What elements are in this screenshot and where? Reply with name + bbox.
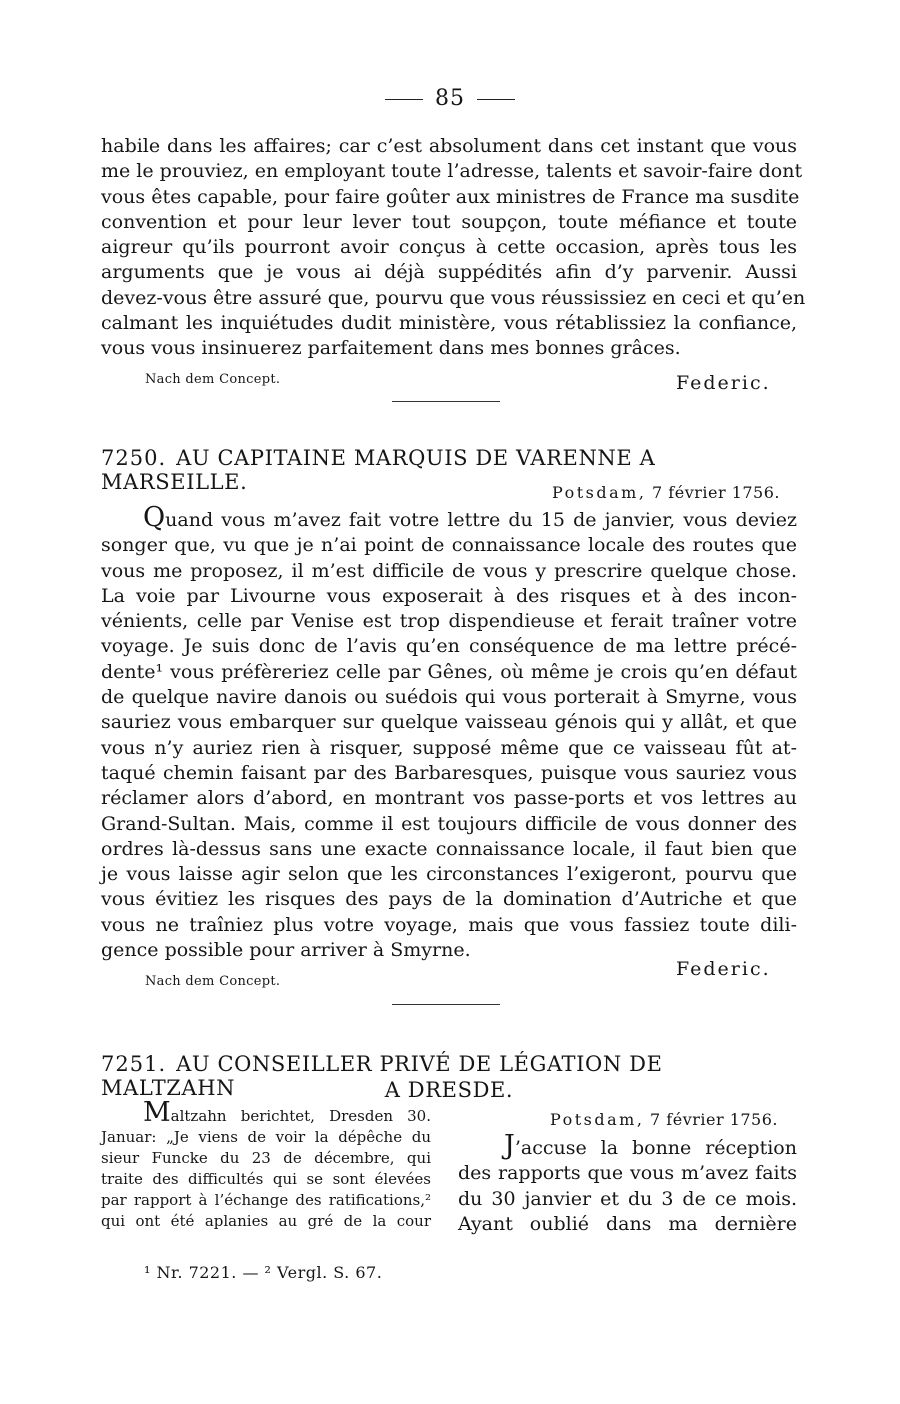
section-divider [392,401,500,402]
letter-7250-body [101,502,797,963]
intro-paragraph [101,134,806,362]
initial-letter: Q [143,502,166,533]
letter-7251-dateline [550,1110,778,1129]
text-line: qui ont été aplanies au gré de la cour [101,1212,431,1230]
text-line: ordres là-dessus sans une exacte connaissance locale, il faut bien que [101,837,797,860]
text-line: des rapports que vous m’avez faits [458,1162,797,1185]
letter-7250-source-note: Nach dem Concept. [145,974,281,989]
footnote: ¹ Nr. 7221. — ² Vergl. S. 67. [144,1263,383,1282]
page-header [0,86,900,111]
date-place: Potsdam, [550,1110,645,1129]
letter-title: AU CAPITAINE MARQUIS DE VARENNE A MARSEILLE. [101,446,656,494]
letter-7251-heading-line2: A DRESDE. [384,1078,514,1102]
date: 7 février 1756. [652,483,780,502]
initial-letter: J [504,1130,515,1161]
text-line: dente¹ vous préfèreriez celle par Gênes, où même je crois qu’en défaut [101,660,797,683]
text-line: du 30 janvier et du 3 de ce mois. [458,1187,797,1210]
header-dash-left [385,99,423,100]
text-line: vous évitiez les risques des pays de la domination d’Autriche et que [101,888,797,911]
intro-source-note: Nach dem Concept. [145,372,281,387]
letter-title-line1: AU CONSEILLER PRIVÉ DE LÉGATION DE MALTZAHN [101,1052,663,1100]
text-line: vénients, celle par Venise est trop dispendieuse et ferait traîner votre [101,610,797,633]
text-line: La voie par Livourne vous exposerait à des risques et à des incon- [101,584,797,607]
letter-7251-body [458,1130,797,1237]
text-line: vous me proposez, il m’est difficile de vous y prescrire quelque chose. [101,559,797,582]
text-line: taqué chemin faisant par des Barbaresques, puisque vous sauriez vous [101,761,797,784]
text-line: convention et pour leur lever tout soupçon, toute méfiance et toute [101,210,797,233]
text-line: je vous laisse agir selon que les circonstances l’exigeront, pourvu que [101,863,797,886]
text-line: sauriez vous embarquer sur quelque vaisseau génois qui y allât, et que [101,711,797,734]
text-line: Ayant oublié dans ma dernière [458,1212,797,1235]
text-line: Quand vous m’avez fait votre lettre du 15 de janvier, vous deviez [143,502,797,533]
text-line: me le prouviez, en employant toute l’adresse, talents et savoir-faire dont [101,160,803,183]
text-line: de quelque navire danois ou suédois qui vous porterait à Smyrne, vous [101,686,797,709]
letter-number: 7251. [101,1052,167,1076]
text-line: vous êtes capable, pour faire goûter aux ministres de France ma susdite [101,185,800,208]
text-line: vous vous insinuerez parfaitement dans mes bonnes grâces. [101,337,681,360]
text-line: songer que, vu que je n’ai point de connaissance locale des routes que [101,534,797,557]
initial-letter: M [143,1097,171,1128]
section-divider [392,1004,500,1005]
intro-signature: Federic. [676,372,771,394]
text-line: réclamer alors d’abord, en montrant vos passe-ports et vos lettres au [101,787,797,810]
text-line: arguments que je vous ai déjà suppédités afin d’y parvenir. Aussi [101,261,797,284]
letter-7250-signature: Federic. [676,958,771,980]
page-number: 85 [435,86,465,111]
text-line: Grand-Sultan. Mais, comme il est toujours difficile de vous donner des [101,812,797,835]
text-line: habile dans les affaires; car c’est absolument dans cet instant que vous [101,135,797,157]
letter-7251-summary [101,1097,431,1232]
text-line: calmant les inquiétudes dudit ministère, vous rétablissiez la confiance, [101,312,797,335]
date-place: Potsdam, [552,483,647,502]
text-line: gence possible pour arriver à Smyrne. [101,939,471,962]
text-line: traite des difficultés qui se sont élevées [101,1170,431,1188]
text-line: Januar: „Je viens de voir la dépêche du [101,1128,431,1146]
text-line: vous ne traîniez plus votre voyage, mais que vous fassiez toute dili- [101,913,797,936]
header-dash-right [477,99,515,100]
text-line: Maltzahn berichtet, Dresden 30. [143,1097,431,1128]
text-line: par rapport à l’échange des ratifications,² [101,1191,431,1209]
text-line: vous n’y auriez rien à risquer, supposé même que ce vaisseau fût at- [101,736,797,759]
text-line: aigreur qu’ils pourront avoir conçus à cette occasion, après tous les [101,236,797,259]
date: 7 février 1756. [650,1110,778,1129]
letter-7250-dateline [552,483,780,502]
text-line: devez-vous être assuré que, pourvu que vous réussissiez en ceci et qu’en [101,286,806,309]
letter-number: 7250. [101,446,167,470]
text-line: voyage. Je suis donc de l’avis qu’en conséquence de ma lettre précé- [101,635,797,658]
text-line: J’accuse la bonne réception [504,1130,797,1161]
text-line: sieur Funcke du 23 de décembre, qui [101,1149,431,1167]
